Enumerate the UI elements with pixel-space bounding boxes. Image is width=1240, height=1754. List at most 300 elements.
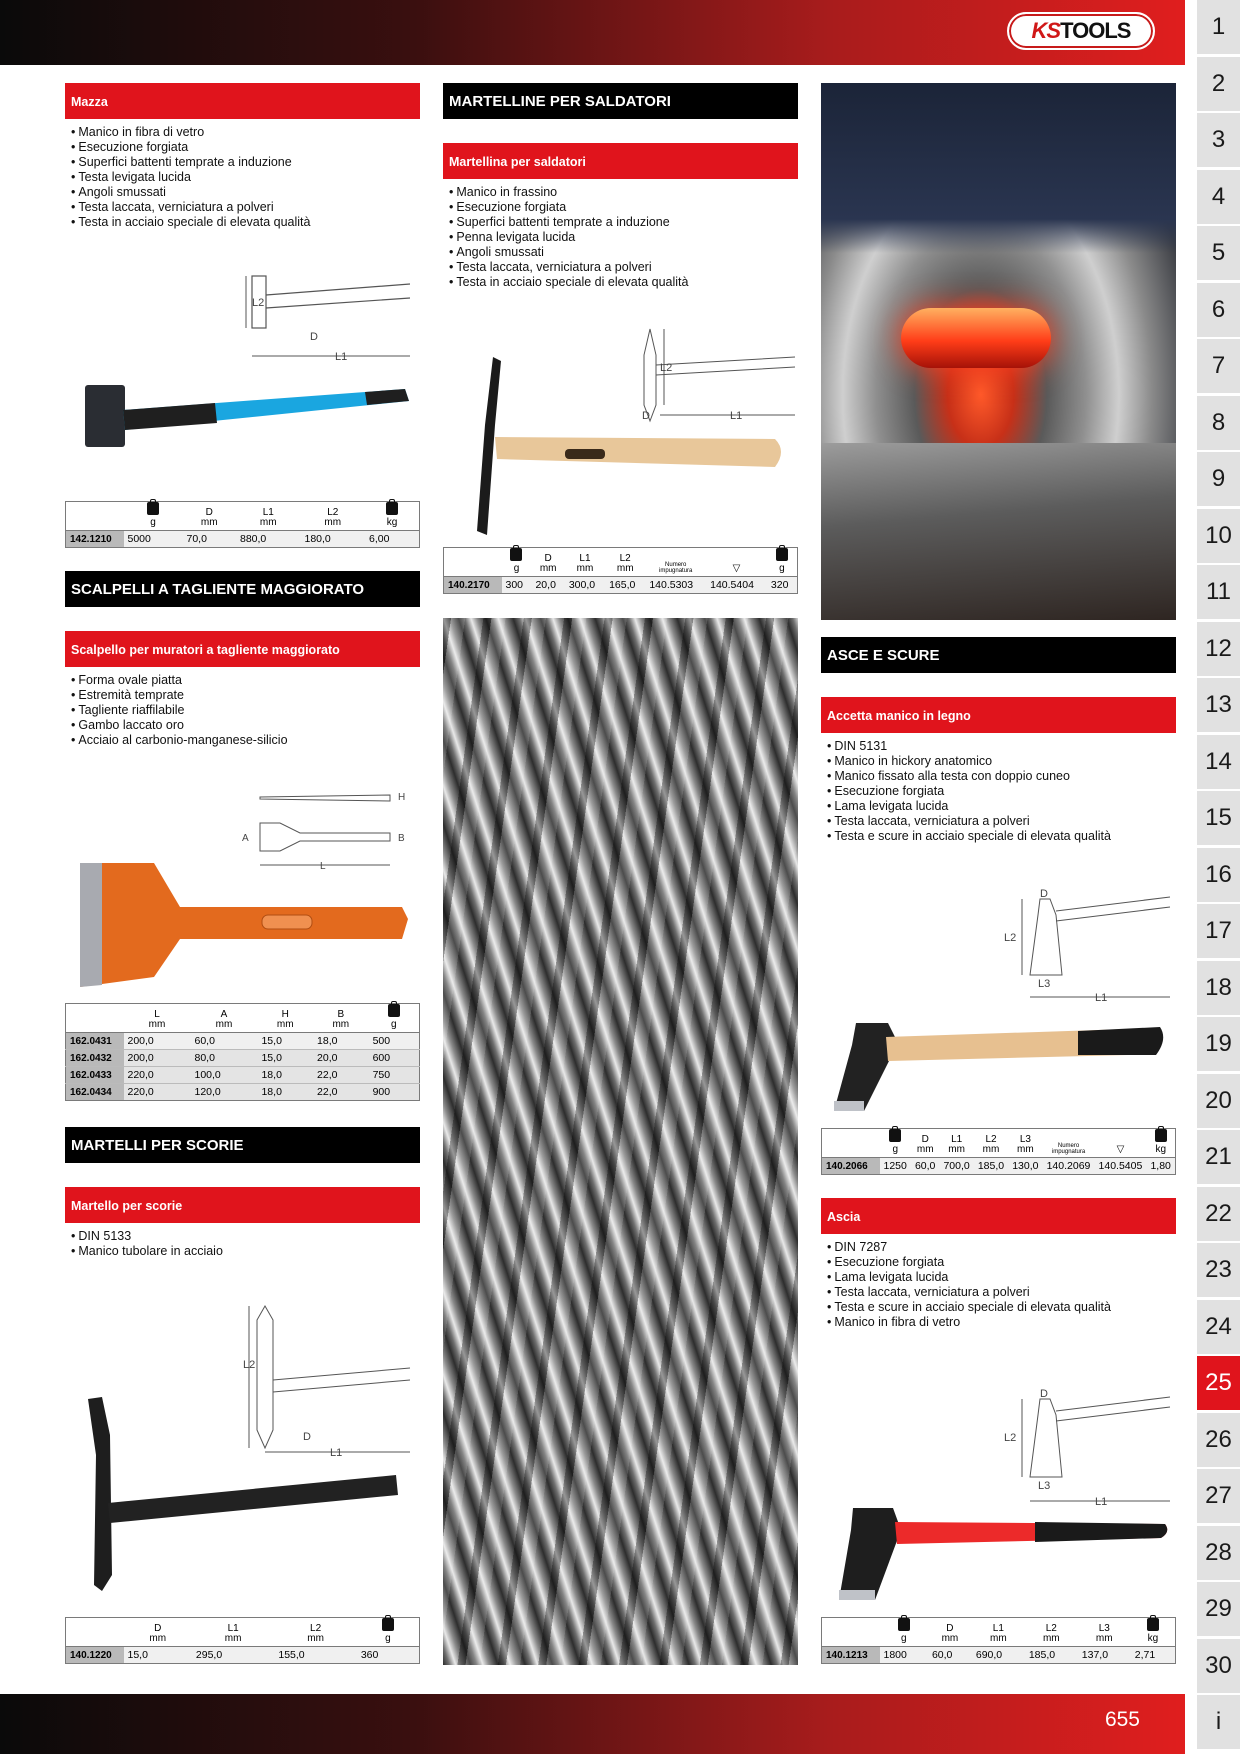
table-header-text: Numero (1057, 1143, 1080, 1149)
ascia-label-l1: L1 (1095, 1496, 1108, 1508)
feature-item: • Angoli smussati (449, 245, 798, 260)
scorie-label-l2: L2 (243, 1359, 256, 1371)
table-header-text: mm (149, 1633, 167, 1644)
mazza-label-d: D (310, 331, 318, 343)
table-cell: 900 (369, 1084, 420, 1101)
article-code-cell: 140.2170 (444, 577, 502, 594)
chapter-tab-29[interactable]: 29 (1197, 1582, 1240, 1636)
table-cell: 140.5404 (706, 577, 767, 594)
table-header-cell (66, 1004, 124, 1033)
saldatori-title: Martellina per saldatori (443, 143, 798, 179)
table-cell: 100,0 (190, 1067, 257, 1084)
scorie-section-title: MARTELLI PER SCORIE (65, 1127, 420, 1163)
chapter-tab-15[interactable]: 15 (1197, 791, 1240, 845)
table-header-unit: g (513, 563, 520, 574)
table-row (66, 1084, 420, 1101)
chapter-tab-9[interactable]: 9 (1197, 452, 1240, 506)
table-cell: 220,0 (124, 1067, 191, 1084)
table-cell: 180,0 (301, 531, 366, 548)
section-asce (821, 637, 1176, 844)
saldatori-label-l2: L2 (660, 362, 673, 374)
table-header-cell (66, 1618, 124, 1647)
feature-item: • Angoli smussati (71, 185, 420, 200)
feature-item: • DIN 5131 (827, 739, 1176, 754)
table-header-text: mm (916, 1144, 934, 1155)
table-cell: 185,0 (1025, 1647, 1078, 1664)
feature-item: • Lama levigata lucida (827, 1270, 1176, 1285)
table-cell: 18,0 (257, 1084, 313, 1101)
table-header-text: D (544, 553, 552, 564)
table-cell: 360 (357, 1647, 420, 1664)
table-header-cell (939, 1129, 973, 1158)
scorie-title: Martello per scorie (65, 1187, 420, 1223)
torx-bits-photo (443, 618, 798, 1665)
ascia-features (821, 1240, 1176, 1330)
table-cell: 220,0 (124, 1084, 191, 1101)
table-header-unit: kg (1155, 1144, 1166, 1155)
table-header-text: D (205, 507, 213, 518)
feature-item: • Esecuzione forgiata (827, 784, 1176, 799)
feature-item: • Forma ovale piatta (71, 673, 420, 688)
chapter-tab-18[interactable]: 18 (1197, 961, 1240, 1015)
accetta-dimension-drawing (1000, 885, 1175, 1005)
table-cell: 20,0 (313, 1050, 369, 1067)
chapter-tab-22[interactable]: 22 (1197, 1187, 1240, 1241)
table-header-cell (183, 502, 237, 531)
weight-icon (510, 548, 522, 561)
table-header-text: D (921, 1134, 929, 1145)
chapter-tab-i[interactable]: i (1197, 1695, 1240, 1749)
logo-tools-text: TOOLS (1060, 18, 1131, 43)
mazza-label-l1: L1 (335, 351, 348, 363)
table-header-text: L1 (579, 553, 591, 564)
table-header-text: mm (1042, 1633, 1060, 1644)
table-cell: 22,0 (313, 1084, 369, 1101)
table-header-text: mm (324, 517, 342, 528)
table-header-cell (1043, 1129, 1095, 1158)
table-cell: 140.5303 (645, 577, 706, 594)
table-header-unit: kg (1147, 1633, 1159, 1644)
forge-ash (821, 443, 1176, 620)
chapter-tab-1[interactable]: 1 (1197, 0, 1240, 54)
table-cell: 15,0 (124, 1647, 192, 1664)
accetta-title: Accetta manico in legno (821, 697, 1176, 733)
table-header-cell (274, 1618, 356, 1647)
mazza-table (65, 501, 420, 548)
table-header-text: mm (990, 1633, 1007, 1644)
feature-item: • Superfici battenti temprate a induzione (71, 155, 420, 170)
feature-item: • Testa levigata lucida (71, 170, 420, 185)
table-header-cell (822, 1129, 880, 1158)
chapter-tab-24[interactable]: 24 (1197, 1300, 1240, 1354)
table-header-text: L2 (1045, 1623, 1057, 1634)
feature-item: • Tagliente riaffilabile (71, 703, 420, 718)
table-header-cell (124, 1004, 191, 1033)
table-header-unit: g (391, 1019, 397, 1030)
table-header-text: mm (224, 1633, 242, 1644)
table-header-cell (767, 548, 798, 577)
table-cell: 155,0 (274, 1647, 356, 1664)
table-header-text: L1 (227, 1623, 239, 1634)
table-cell: 880,0 (236, 531, 301, 548)
weight-icon (386, 502, 398, 515)
chapter-tab-5[interactable]: 5 (1197, 226, 1240, 280)
table-cell: 18,0 (257, 1067, 313, 1084)
table-header-cell (369, 1004, 420, 1033)
table-header-text: mm (982, 1144, 1000, 1155)
chapter-tab-8[interactable]: 8 (1197, 396, 1240, 450)
feature-item: • Testa laccata, verniciatura a polveri (827, 814, 1176, 829)
asce-section-title: ASCE E SCURE (821, 637, 1176, 673)
table-row (822, 1158, 1176, 1175)
table-header-cell (1095, 1129, 1147, 1158)
table-header-cell (301, 502, 366, 531)
table-header-cell (911, 1129, 940, 1158)
accetta-table (821, 1128, 1176, 1175)
table-cell: 140.2069 (1043, 1158, 1095, 1175)
table-cell: 185,0 (974, 1158, 1008, 1175)
table-header-cell (257, 1004, 313, 1033)
saldatori-product-image (455, 355, 795, 545)
table-cell: 320 (767, 577, 798, 594)
chapter-tab-3[interactable]: 3 (1197, 113, 1240, 167)
chapter-tab-13[interactable]: 13 (1197, 678, 1240, 732)
table-header-cell (236, 502, 301, 531)
table-row (66, 1067, 420, 1084)
weight-icon (382, 1618, 394, 1631)
scalpello-label-h: H (398, 792, 406, 803)
table-cell: 1250 (880, 1158, 911, 1175)
table-row (66, 1033, 420, 1050)
table-header-text: L1 (262, 507, 274, 518)
weight-icon (776, 548, 788, 561)
table-cell: 750 (369, 1067, 420, 1084)
saldatori-section-title: MARTELLINE PER SALDATORI (443, 83, 798, 119)
feature-item: • Gambo laccato oro (71, 718, 420, 733)
scalpelli-table (65, 1003, 420, 1101)
table-header-cell (974, 1129, 1008, 1158)
mazza-label-l2: L2 (252, 297, 265, 309)
mazza-dimension-drawing (240, 270, 415, 370)
table-cell: 295,0 (192, 1647, 274, 1664)
feature-item: • Testa laccata, verniciatura a polveri (449, 260, 798, 275)
table-header-cell (502, 548, 532, 577)
table-row (444, 577, 798, 594)
feature-item: • Testa e scure in acciaio speciale di elevata qualità (827, 829, 1176, 844)
chapter-tab-23[interactable]: 23 (1197, 1243, 1240, 1297)
chapter-tab-4[interactable]: 4 (1197, 170, 1240, 224)
table-header-text: L2 (985, 1134, 997, 1145)
accetta-features (821, 739, 1176, 844)
weight-icon (147, 502, 159, 515)
feature-item: • Penna levigata lucida (449, 230, 798, 245)
table-header-text: H (281, 1009, 289, 1020)
feature-item: • Testa laccata, verniciatura a polveri (827, 1285, 1176, 1300)
ascia-product-image (835, 1500, 1170, 1605)
table-header-cell (192, 1618, 274, 1647)
table-header-text: mm (148, 1019, 166, 1030)
chapter-tab-26[interactable]: 26 (1197, 1413, 1240, 1467)
table-header-cell (124, 1618, 192, 1647)
feature-item: • Acciaio al carbonio-manganese-silicio (71, 733, 420, 748)
table-header-text: impugnatura (1051, 1149, 1086, 1155)
scalpelli-title: Scalpello per muratori a tagliente maggiorato (65, 631, 420, 667)
feature-item: • Testa laccata, verniciatura a polveri (71, 200, 420, 215)
table-header-cell (822, 1618, 880, 1647)
feature-item: • Manico fissato alla testa con doppio cuneo (827, 769, 1176, 784)
handle-wedge-icon: ▽ (1116, 1144, 1125, 1155)
feature-item: • Manico in fibra di vetro (827, 1315, 1176, 1330)
table-header-cell (365, 502, 420, 531)
table-header-text: L2 (327, 507, 339, 518)
table-header-text: L2 (310, 1623, 322, 1634)
table-header-text: L2 (619, 553, 631, 564)
table-cell: 15,0 (257, 1050, 313, 1067)
scorie-table (65, 1617, 420, 1664)
table-header-text: L3 (1098, 1623, 1110, 1634)
chapter-tab-21[interactable]: 21 (1197, 1130, 1240, 1184)
table-header-cell (66, 502, 124, 531)
section-scorie (65, 1127, 420, 1259)
saldatori-label-d: D (642, 410, 650, 422)
scalpello-label-a: A (242, 833, 249, 844)
chapter-tab-27[interactable]: 27 (1197, 1469, 1240, 1523)
table-cell: 18,0 (313, 1033, 369, 1050)
scalpelli-section-title: SCALPELLI A TAGLIENTE MAGGIORATO (65, 571, 420, 607)
table-header-text: L1 (992, 1623, 1004, 1634)
feature-item: • Superfici battenti temprate a induzione (449, 215, 798, 230)
table-header-cell (313, 1004, 369, 1033)
scalpello-product-image (72, 855, 417, 995)
article-code-cell: 142.1210 (66, 531, 124, 548)
table-cell: 200,0 (124, 1050, 191, 1067)
table-header-unit: g (150, 517, 156, 528)
feature-item: • Testa e scure in acciaio speciale di elevata qualità (827, 1300, 1176, 1315)
table-header-unit: g (900, 1633, 907, 1644)
table-header-cell (706, 548, 767, 577)
chapter-tab-12[interactable]: 12 (1197, 622, 1240, 676)
feature-item: • Manico in hickory anatomico (827, 754, 1176, 769)
feature-item: • Manico in fibra di vetro (71, 125, 420, 140)
chapter-tab-10[interactable]: 10 (1197, 509, 1240, 563)
weight-icon (1147, 1618, 1159, 1631)
table-header-text: D (154, 1623, 162, 1634)
feature-item: • DIN 7287 (827, 1240, 1176, 1255)
scorie-product-image (80, 1395, 410, 1595)
scorie-label-l1: L1 (330, 1447, 343, 1459)
chapter-tab-7[interactable]: 7 (1197, 339, 1240, 393)
table-header-unit: g (779, 563, 785, 574)
feature-item: • Testa in acciaio speciale di elevata qualità (71, 215, 420, 230)
table-cell: 600 (369, 1050, 420, 1067)
chapter-tab-19[interactable]: 19 (1197, 1017, 1240, 1071)
table-header-cell (444, 548, 502, 577)
chapter-tab-20[interactable]: 20 (1197, 1074, 1240, 1128)
table-cell: 2,71 (1131, 1647, 1176, 1664)
table-header-cell (880, 1129, 911, 1158)
table-header-cell (1078, 1618, 1131, 1647)
table-cell: 130,0 (1008, 1158, 1042, 1175)
scorie-features (65, 1229, 420, 1259)
table-cell: 60,0 (190, 1033, 257, 1050)
table-header-cell (357, 1618, 420, 1647)
footer-bar (0, 1694, 1185, 1754)
chapter-tab-14[interactable]: 14 (1197, 735, 1240, 789)
table-header-unit: g (385, 1633, 391, 1644)
chapter-tab-28[interactable]: 28 (1197, 1526, 1240, 1580)
table-header-unit: kg (386, 517, 398, 528)
accetta-label-l1: L1 (1095, 992, 1108, 1004)
feature-item: • Manico in frassino (449, 185, 798, 200)
table-cell: 1800 (880, 1647, 928, 1664)
ks-tools-logo[interactable] (1007, 12, 1155, 50)
feature-item: • Esecuzione forgiata (71, 140, 420, 155)
table-cell: 80,0 (190, 1050, 257, 1067)
table-header-text: mm (948, 1144, 965, 1155)
table-header-cell (565, 548, 605, 577)
table-header-text: mm (576, 563, 594, 574)
saldatori-label-l1: L1 (730, 410, 743, 422)
saldatori-table (443, 547, 798, 594)
chapter-tab-2[interactable]: 2 (1197, 57, 1240, 111)
accetta-label-l2: L2 (1004, 932, 1017, 944)
weight-icon (388, 1004, 400, 1017)
table-header-cell (1025, 1618, 1078, 1647)
feature-item: • Estremità temprate (71, 688, 420, 703)
table-cell: 165,0 (605, 577, 645, 594)
saldatori-features (443, 185, 798, 290)
table-header-cell (645, 548, 706, 577)
chapter-tab-16[interactable]: 16 (1197, 848, 1240, 902)
table-header-text: B (337, 1009, 345, 1020)
section-ascia (821, 1198, 1176, 1330)
weight-icon (1155, 1129, 1167, 1142)
table-cell: 300,0 (565, 577, 605, 594)
table-cell: 20,0 (531, 577, 564, 594)
table-header-cell (972, 1618, 1025, 1647)
table-row (66, 1050, 420, 1067)
table-cell: 137,0 (1078, 1647, 1131, 1664)
weight-icon (898, 1618, 910, 1631)
article-code-cell: 140.2066 (822, 1158, 880, 1175)
table-header-text: L3 (1019, 1134, 1031, 1145)
logo-ks-text: KS (1031, 18, 1061, 43)
table-cell: 60,0 (911, 1158, 940, 1175)
table-header-text: mm (307, 1633, 324, 1644)
accetta-label-l3: L3 (1038, 978, 1051, 990)
table-cell: 22,0 (313, 1067, 369, 1084)
table-cell: 500 (369, 1033, 420, 1050)
table-header-text: L (154, 1009, 160, 1020)
table-cell: 6,00 (365, 531, 420, 548)
ascia-label-l3: L3 (1038, 1480, 1051, 1492)
table-header-text: D (946, 1623, 954, 1634)
article-code-cell: 140.1220 (66, 1647, 124, 1664)
article-code-cell: 162.0431 (66, 1033, 124, 1050)
ascia-table (821, 1617, 1176, 1664)
chapter-tab-6[interactable]: 6 (1197, 283, 1240, 337)
chapter-tab-17[interactable]: 17 (1197, 904, 1240, 958)
table-header-text: mm (616, 563, 634, 574)
table-row (66, 1647, 420, 1664)
ascia-dimension-drawing (1000, 1385, 1175, 1510)
handle-wedge-icon: ▽ (732, 563, 741, 574)
table-cell: 120,0 (190, 1084, 257, 1101)
table-header-text: mm (276, 1019, 294, 1030)
table-cell: 70,0 (183, 531, 237, 548)
mazza-features (65, 125, 420, 230)
table-header-text: mm (215, 1019, 233, 1030)
article-code-cell: 162.0433 (66, 1067, 124, 1084)
ascia-title: Ascia (821, 1198, 1176, 1234)
chapter-tab-30[interactable]: 30 (1197, 1639, 1240, 1693)
header-bar (0, 0, 1185, 65)
table-cell: 300 (502, 577, 532, 594)
table-header-text: A (220, 1009, 228, 1020)
accetta-product-image (828, 1015, 1168, 1115)
table-header-cell (928, 1618, 972, 1647)
table-header-text: impugnatura (659, 568, 693, 574)
table-header-text: mm (200, 517, 218, 528)
scalpello-label-l: L (320, 861, 326, 872)
feature-item: • Esecuzione forgiata (449, 200, 798, 215)
article-code-cell: 140.1213 (822, 1647, 880, 1664)
feature-item: • Lama levigata lucida (827, 799, 1176, 814)
scalpello-label-b: B (398, 833, 405, 844)
article-code-cell: 162.0432 (66, 1050, 124, 1067)
table-header-cell (531, 548, 564, 577)
table-header-cell (880, 1618, 928, 1647)
page-number: 655 (1104, 1708, 1140, 1731)
table-header-cell (1146, 1129, 1175, 1158)
scalpelli-features (65, 673, 420, 748)
chapter-tab-11[interactable]: 11 (1197, 565, 1240, 619)
table-header-text: mm (539, 563, 557, 574)
section-saldatori (443, 83, 798, 290)
mazza-product-image (75, 375, 415, 465)
feature-item: • Testa in acciaio speciale di elevata qualità (449, 275, 798, 290)
mazza-title: Mazza (65, 83, 420, 119)
table-header-cell (190, 1004, 257, 1033)
table-cell: 1,80 (1146, 1158, 1175, 1175)
table-cell: 15,0 (257, 1033, 313, 1050)
scorie-label-d: D (303, 1431, 311, 1443)
table-cell: 5000 (124, 531, 183, 548)
ascia-label-l2: L2 (1004, 1432, 1017, 1444)
table-cell: 200,0 (124, 1033, 191, 1050)
table-header-text: mm (1017, 1144, 1034, 1155)
chapter-tab-25[interactable]: 25 (1197, 1356, 1240, 1410)
table-header-cell (124, 502, 183, 531)
table-header-text: mm (1095, 1633, 1113, 1644)
table-header-text: L1 (951, 1134, 963, 1145)
accetta-label-d: D (1040, 888, 1048, 900)
table-cell: 690,0 (972, 1647, 1025, 1664)
section-mazza (65, 83, 420, 230)
table-cell: 60,0 (928, 1647, 972, 1664)
weight-icon (889, 1129, 901, 1142)
forge-photo (821, 83, 1176, 620)
table-header-cell (1131, 1618, 1176, 1647)
table-header-text: Numero (665, 562, 687, 568)
table-header-text: mm (332, 1019, 350, 1030)
table-cell: 700,0 (939, 1158, 973, 1175)
section-scalpelli (65, 571, 420, 748)
table-header-cell (1008, 1129, 1042, 1158)
feature-item: • Manico tubolare in acciaio (71, 1244, 420, 1259)
feature-item: • DIN 5133 (71, 1229, 420, 1244)
article-code-cell: 162.0434 (66, 1084, 124, 1101)
